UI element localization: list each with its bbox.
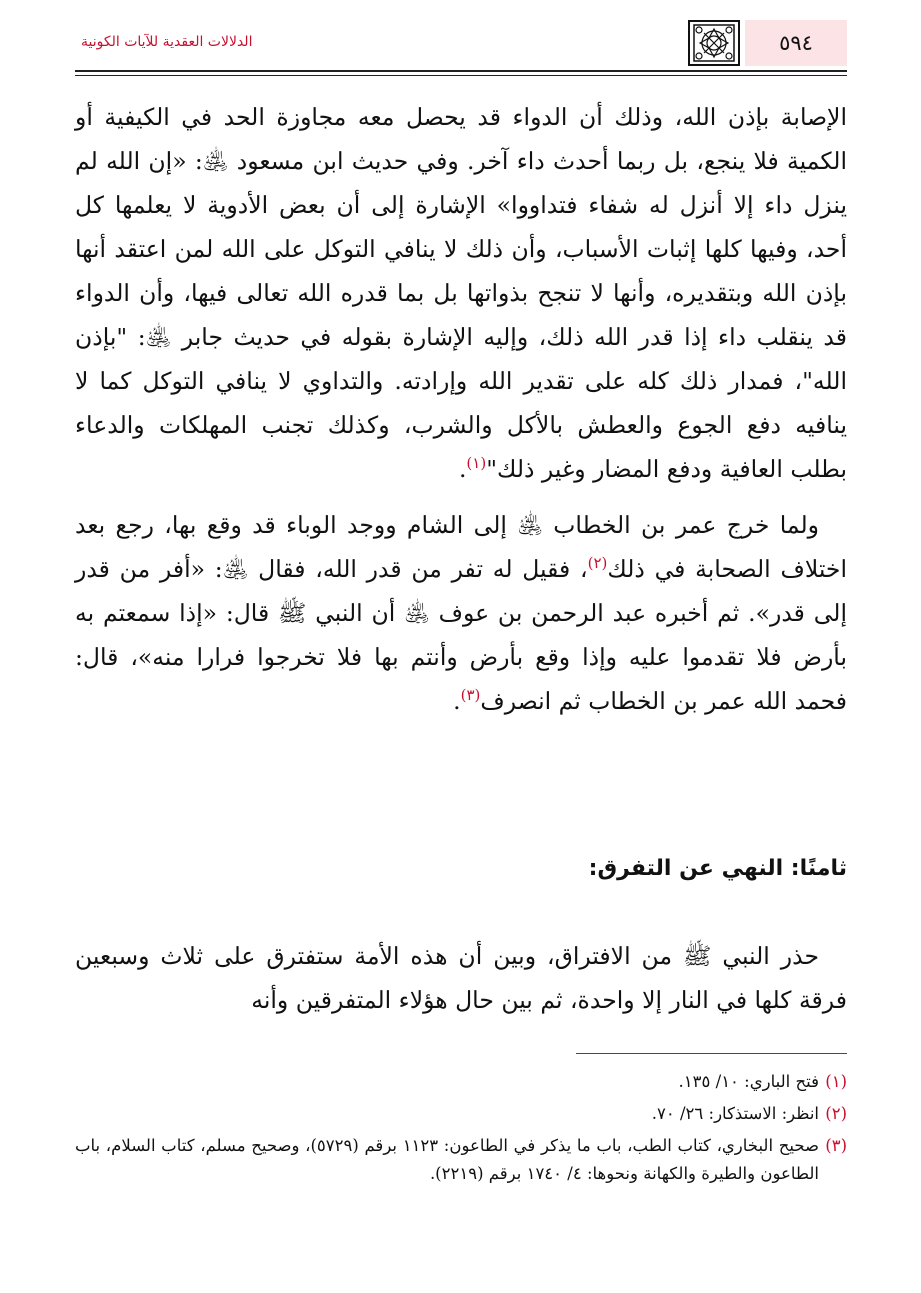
footnote-text: انظر: الاستذكار: ٢٦/ ٧٠. <box>651 1104 819 1123</box>
running-title: الدلالات العقدية للآيات الكونية <box>81 34 253 50</box>
paragraph-2 <box>75 503 847 723</box>
footnote-number: (١) <box>825 1072 847 1091</box>
paragraph-3: حذر النبي ﷺ من الافتراق، وبين أن هذه الأمة ستفترق على ثلاث وسبعين فرقة كلها في النار إلا واحدة، ثم بين حال هؤلاء المتفرقين وأنه <box>75 942 847 1014</box>
header-rule <box>75 70 847 72</box>
footnote-number: (٢) <box>825 1104 847 1123</box>
main-text <box>75 95 847 723</box>
footnotes <box>75 1068 847 1192</box>
ornament-icon <box>688 20 740 66</box>
footnote-item <box>75 1068 847 1096</box>
footnote-item <box>75 1100 847 1128</box>
paragraph-1-text: الإصابة بإذن الله، وذلك أن الدواء قد يحصل معه مجاوزة الحد في الكيفية أو الكمية فلا ينجع، بل ربما أحدث داء آخر. وفي حديث ابن مسعود ﵁: «إن الله لم ينزل داء إلا أنزل له شفاء فتداووا» الإشارة إلى أن بعض الأدوية لا يعلمها كل أحد، وفيها كلها إثبات الأسباب، وأن ذلك لا ينافي التوكل على الله لمن اعتقد أنها بإذن الله وبتقديره، وأنها لا تنجح بذواتها بل بما قدره الله تعالى فيها، وأن الدواء قد ينقلب داء إذا قدر الله ذلك، وإليه الإشارة بقوله في حديث جابر ﵁: "بإذن الله"، فمدار ذلك كله على تقدير الله وإرادته. والتداوي لا ينافي التوكل كما لا ينافيه دفع الجوع والعطش بالأكل والشرب، وكذلك تجنب المهلكات والدعاء بطلب العافية ودفع المضار وغير ذلك" <box>75 103 847 483</box>
footnote-text: صحيح البخاري، كتاب الطب، باب ما يذكر في الطاعون: ١١٢٣ برقم (٥٧٢٩)، وصحيح مسلم، كتاب السلام، باب الطاعون والطيرة والكهانة ونحوها: ٤/ ١٧٤٠ برقم (٢٢١٩). <box>75 1136 819 1183</box>
footnote-ref-3[interactable]: (٣) <box>460 686 481 705</box>
footnote-number: (٣) <box>825 1136 847 1155</box>
paragraph-1-end: . <box>458 455 467 483</box>
footnote-ref-1[interactable]: (١) <box>466 454 487 473</box>
footnote-text: فتح الباري: ١٠/ ١٣٥. <box>678 1072 819 1091</box>
footnote-ref-2[interactable]: (٢) <box>587 554 608 573</box>
footnote-item <box>75 1132 847 1188</box>
paragraph-2-end: . <box>453 687 461 715</box>
header-rule-thin <box>75 75 847 76</box>
page-number: ٥٩٤ <box>745 20 847 66</box>
section-heading: ثامنًا: النهي عن التفرق: <box>588 856 847 881</box>
paragraph-1 <box>75 95 847 491</box>
footnote-divider <box>576 1053 847 1054</box>
page-header <box>75 20 847 70</box>
paragraph-2-text-a: ولما خرج عمر بن الخطاب ﵁ إلى الشام ووجد الوباء قد وقع بها، رجع بعد اختلاف الصحابة في ذلك <box>75 511 847 583</box>
paragraph-2-text-b: ، فقيل له تفر من قدر الله، فقال ﵁: «أفر من قدر إلى قدر». ثم أخبره عبد الرحمن بن عوف ﵁ أن النبي ﷺ قال: «إذا سمعتم به بأرض فلا تقدموا عليه وإذا وقع بأرض وأنتم بها فلا تخرجوا فرارا منه»، قال: فحمد الله عمر بن الخطاب ثم انصرف <box>75 555 847 715</box>
